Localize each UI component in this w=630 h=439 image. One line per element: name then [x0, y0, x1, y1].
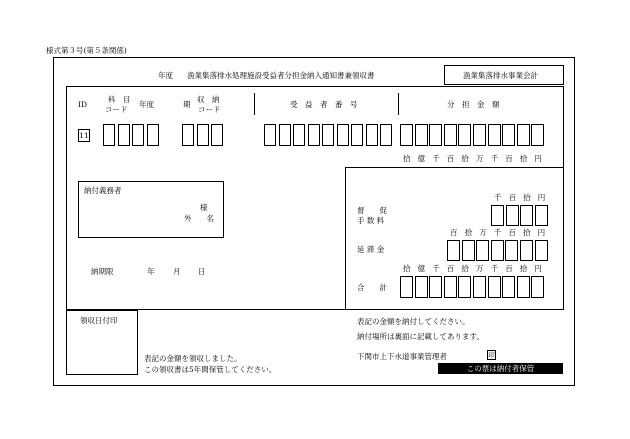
reminder-unit-label: 千	[494, 193, 502, 202]
payer-label: 納付義務者	[84, 186, 122, 195]
total-unit-label: 千	[432, 264, 440, 273]
total-unit-label: 拾	[519, 264, 528, 273]
amount-unit-label: 円	[534, 154, 542, 163]
year-label: 年度	[158, 71, 173, 80]
late-fee-unit-label: 拾	[523, 228, 531, 237]
total-digit-box	[488, 276, 501, 298]
payment-text-1: 表記の金額を納付してください。	[357, 317, 470, 326]
beneficiary-digit-box	[264, 124, 276, 146]
beneficiary-digit-box	[380, 124, 392, 146]
col-subject-code-1: 科 目	[108, 95, 131, 104]
share-amount-digit-box	[400, 124, 413, 146]
col-id: ID	[78, 100, 87, 109]
beneficiary-digit-box	[351, 124, 363, 146]
period-receipt-digit-box	[211, 124, 223, 146]
payer-honorific: 様	[200, 203, 208, 212]
total-unit-label: 拾	[403, 264, 411, 273]
period-receipt-digit-box	[197, 124, 209, 146]
col-share-amount: 分 担 金 額	[447, 100, 500, 109]
share-amount-digit-box	[429, 124, 442, 146]
amount-unit-label: 億	[417, 154, 426, 163]
total-digit-box	[458, 276, 471, 298]
beneficiary-digit-box	[308, 124, 320, 146]
reminder-fee-digit-box	[520, 205, 533, 226]
subject-code-digit-box	[147, 124, 159, 146]
share-amount-digit-box	[502, 124, 515, 146]
receipt-text-1: 表記の金額を領収しました。	[144, 354, 242, 363]
late-fee-unit-label: 百	[450, 228, 458, 237]
late-fee-digit-box	[535, 240, 548, 261]
total-digit-box	[400, 276, 413, 298]
late-fee-digit-box	[520, 240, 533, 261]
reminder-fee-digit-box	[535, 205, 548, 226]
total-digit-box	[473, 276, 486, 298]
late-fee-unit-label: 万	[479, 228, 487, 237]
id-box: 11	[79, 131, 89, 140]
seal-mark: 印	[488, 351, 495, 359]
divider-1	[254, 93, 255, 115]
amount-unit-label: 千	[432, 154, 440, 163]
receipt-text-2: この領収書は5年間保管してください。	[144, 365, 277, 374]
receipt-stamp-label: 領収日付印	[80, 316, 118, 325]
late-fee-digit-box	[462, 240, 475, 261]
reminder-fee-digit-box	[506, 205, 519, 226]
divider-2	[398, 93, 399, 115]
total-unit-label: 万	[476, 264, 484, 273]
late-fee-digit-box	[476, 240, 489, 261]
amount-unit-label: 拾	[461, 154, 469, 163]
share-amount-digit-box	[444, 124, 457, 146]
due-date-label: 納期限	[91, 267, 114, 276]
amount-unit-label: 百	[505, 154, 513, 163]
total-label: 合 計	[357, 283, 387, 292]
col-beneficiary-number: 受 益 者 番 号	[290, 100, 358, 109]
reminder-unit-label: 百	[508, 193, 517, 202]
issuer-name: 下関市上下水道事業管理者	[357, 352, 447, 361]
late-fee-label: 延 滞 金	[357, 245, 385, 254]
late-fee-unit-label: 拾	[464, 228, 473, 237]
fee-section-top	[345, 167, 564, 168]
reminder-unit-label: 円	[537, 193, 546, 202]
beneficiary-digit-box	[322, 124, 334, 146]
form-title: 漁業集落排水処理施設受益者分担金納入通知書兼領収書	[187, 71, 375, 80]
period-receipt-digit-box	[182, 124, 194, 146]
col-fiscal-year: 年度	[139, 100, 154, 109]
payer-others: 外 名	[184, 214, 214, 223]
subject-code-digit-box	[118, 124, 130, 146]
beneficiary-digit-box	[293, 124, 305, 146]
late-fee-digit-box	[505, 240, 518, 261]
col-period: 期	[183, 100, 191, 109]
late-fee-unit-label: 百	[508, 228, 516, 237]
keep-note: この票は納付者保管	[438, 363, 563, 374]
reminder-fee-digit-box	[491, 205, 504, 226]
share-amount-digit-box	[488, 124, 501, 146]
beneficiary-digit-box	[366, 124, 378, 146]
fee-section-divider	[345, 167, 346, 310]
due-date-year: 年	[147, 267, 155, 276]
total-unit-label: 億	[417, 264, 426, 273]
total-digit-box	[429, 276, 442, 298]
col-receipt-code-2: コード	[198, 105, 221, 114]
beneficiary-digit-box	[279, 124, 291, 146]
subject-code-digit-box	[103, 124, 115, 146]
total-unit-label: 円	[534, 264, 542, 273]
late-fee-unit-label: 千	[493, 228, 502, 237]
total-unit-label: 拾	[461, 264, 469, 273]
amount-unit-label: 万	[476, 154, 484, 163]
payment-text-2: 納付場所は裏面に記載してあります。	[357, 332, 484, 341]
total-unit-label: 千	[490, 264, 499, 273]
total-digit-box	[415, 276, 428, 298]
subject-code-digit-box	[132, 124, 144, 146]
reminder-fee-label-1: 督 促	[357, 206, 387, 215]
total-digit-box	[502, 276, 515, 298]
share-amount-digit-box	[458, 124, 471, 146]
share-amount-digit-box	[531, 124, 544, 146]
col-receipt-code-1: 収 納	[197, 95, 220, 104]
share-amount-digit-box	[517, 124, 530, 146]
due-date-day: 日	[198, 267, 206, 276]
late-fee-unit-label: 円	[537, 228, 546, 237]
account-name: 漁業集落排水事業会計	[463, 71, 538, 80]
reminder-fee-label-2: 手 数 料	[357, 216, 385, 225]
amount-unit-label: 千	[490, 154, 499, 163]
total-digit-box	[444, 276, 457, 298]
total-unit-label: 百	[446, 264, 455, 273]
late-fee-digit-box	[447, 240, 460, 261]
amount-unit-label: 百	[446, 154, 455, 163]
col-subject-code-2: コード	[105, 105, 128, 114]
form-number: 様式第３号(第５条関係)	[46, 46, 127, 55]
amount-unit-label: 拾	[519, 154, 528, 163]
share-amount-digit-box	[415, 124, 428, 146]
reminder-unit-label: 拾	[523, 193, 531, 202]
total-digit-box	[531, 276, 544, 298]
late-fee-digit-box	[491, 240, 504, 261]
total-digit-box	[517, 276, 530, 298]
total-unit-label: 百	[505, 264, 513, 273]
due-date-month: 月	[173, 267, 181, 276]
share-amount-digit-box	[473, 124, 486, 146]
beneficiary-digit-box	[337, 124, 349, 146]
amount-unit-label: 拾	[403, 154, 411, 163]
